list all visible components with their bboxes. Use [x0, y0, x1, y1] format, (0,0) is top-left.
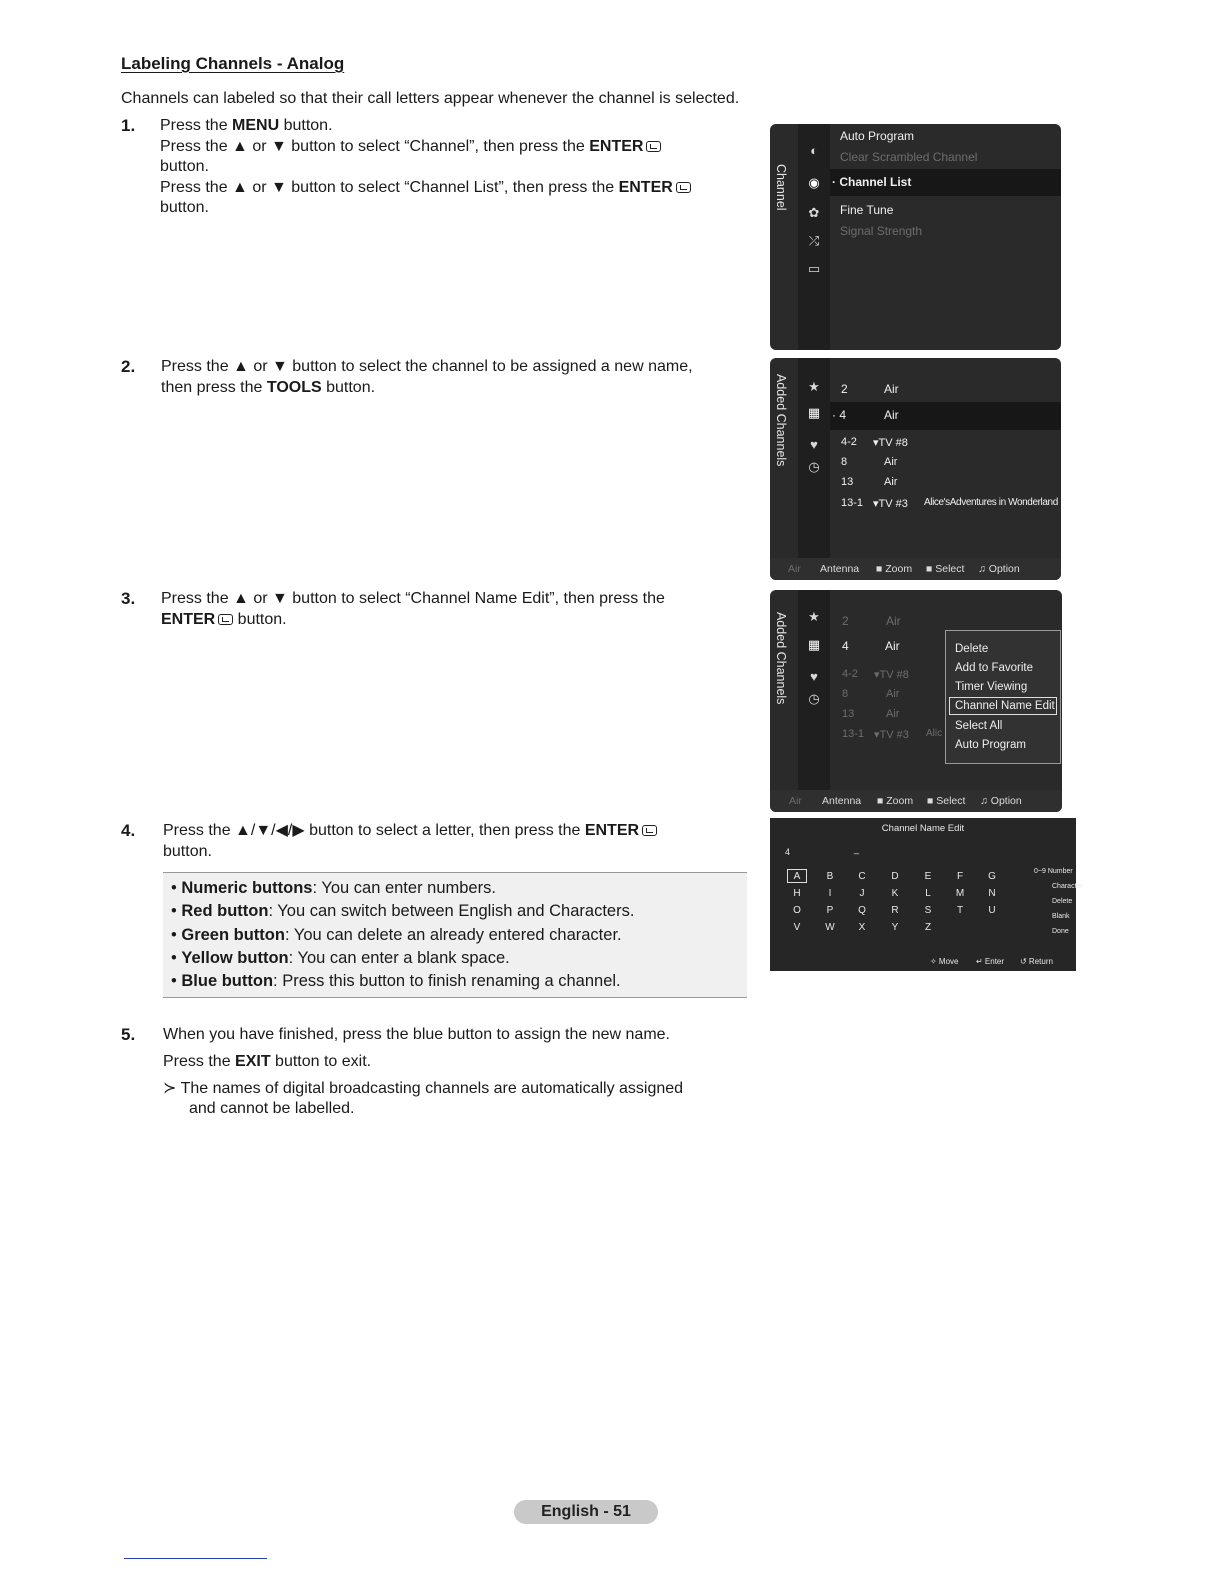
enter-icon	[646, 141, 661, 152]
channel-number[interactable]: 2	[842, 614, 849, 628]
key[interactable]: F	[956, 871, 964, 882]
key[interactable]: Q	[858, 905, 866, 916]
key[interactable]: T	[956, 905, 964, 916]
step-number: 5.	[121, 1025, 136, 1044]
tip-item: • Numeric buttons: You can enter numbers.	[171, 879, 496, 897]
key[interactable]: O	[793, 905, 801, 916]
channel-type: Air	[884, 476, 898, 488]
channel-type: ▾TV #3	[873, 498, 908, 510]
selected-row-highlight	[830, 402, 1061, 430]
footer-rule	[124, 1558, 267, 1559]
edit-cursor: _	[854, 844, 860, 854]
all-channels-icon: ★	[808, 379, 820, 394]
channel-type: Air	[884, 456, 898, 468]
channel-number[interactable]: 13	[842, 708, 855, 720]
channel-name: Alice'sAdventures in Wonderland	[924, 497, 1058, 508]
key[interactable]: M	[955, 888, 965, 899]
menu-item[interactable]: Auto Program	[840, 129, 915, 143]
key[interactable]: C	[858, 871, 866, 882]
channel-type: ▾TV #3	[874, 729, 909, 741]
channel-icon: ◉	[808, 175, 820, 190]
legend-character: Character	[1052, 883, 1083, 890]
channel-number[interactable]: 8	[841, 456, 848, 468]
screen-added-channels	[770, 358, 1061, 580]
key[interactable]: B	[826, 871, 834, 882]
menu-vertical-label: Channel	[774, 164, 788, 211]
tip-box	[163, 872, 747, 998]
popup-item-select-all[interactable]: Select All	[955, 720, 1003, 732]
legend-number: 0~9 Number	[1034, 868, 1073, 875]
key[interactable]: V	[793, 922, 801, 933]
channel-type: Air	[886, 614, 901, 628]
timer-icon: ◷	[808, 691, 820, 706]
tools-popup	[945, 630, 1061, 764]
intro-text: Channels can labeled so that their call letters appear whenever the channel is selected.	[121, 90, 740, 107]
timer-icon: ◷	[808, 459, 820, 474]
edit-channel-number: 4	[785, 847, 791, 857]
key[interactable]: G	[988, 871, 996, 882]
step-number: 4.	[121, 821, 136, 840]
enter-icon	[676, 182, 691, 193]
channel-number[interactable]: 4-2	[842, 668, 858, 680]
screen-tools-menu	[770, 590, 1062, 812]
channel-name: Alic	[926, 728, 943, 739]
channel-number[interactable]: 13-1	[841, 497, 864, 509]
list-vertical-label: Added Channels	[774, 374, 788, 467]
key[interactable]: X	[858, 922, 866, 933]
key[interactable]: K	[891, 888, 899, 899]
screen-channel-name-edit	[770, 818, 1083, 971]
popup-item-timer-viewing[interactable]: Timer Viewing	[955, 681, 1028, 693]
key[interactable]: Z	[924, 922, 932, 933]
menu-item-selected[interactable]: · Channel List	[832, 175, 912, 189]
tip-item: • Yellow button: You can enter a blank space.	[171, 948, 510, 967]
popup-item-channel-name-edit[interactable]: Channel Name Edit	[955, 700, 1055, 712]
key[interactable]: L	[925, 888, 931, 899]
popup-item-add-favorite[interactable]: Add to Favorite	[955, 662, 1033, 674]
key[interactable]: J	[859, 888, 865, 899]
key[interactable]: I	[828, 888, 832, 899]
channel-number[interactable]: 8	[842, 688, 849, 700]
step-number: 3.	[121, 589, 136, 608]
input-icon: ⤮	[808, 233, 820, 248]
added-channels-icon: ▦	[807, 405, 821, 420]
key[interactable]: H	[793, 888, 801, 899]
page-number-badge: English - 51	[514, 1500, 658, 1524]
popup-item-auto-program[interactable]: Auto Program	[955, 739, 1026, 751]
channel-number[interactable]: 13-1	[842, 728, 865, 740]
key[interactable]: E	[924, 871, 932, 882]
page-title: Labeling Channels - Analog	[121, 54, 345, 73]
tip-item: • Green button: You can delete an already entered character.	[171, 925, 622, 944]
key[interactable]: N	[988, 888, 996, 899]
key[interactable]: R	[891, 905, 899, 916]
channel-number[interactable]: 4-2	[841, 436, 857, 448]
footer-move: ✧ Move	[930, 957, 959, 966]
channel-number[interactable]: 4	[842, 639, 849, 653]
legend-blank: Blank	[1052, 913, 1070, 920]
menu-item[interactable]: Fine Tune	[840, 203, 894, 217]
enter-icon	[218, 614, 233, 625]
support-icon: ▭	[807, 261, 821, 276]
key[interactable]: A	[793, 871, 801, 882]
channel-number[interactable]: · 4	[832, 408, 847, 422]
added-channels-icon: ▦	[807, 637, 821, 652]
key[interactable]: D	[891, 871, 899, 882]
channel-type: Air	[886, 688, 900, 700]
channel-type: ▾TV #8	[874, 669, 909, 681]
screen-footer: Air Antenna ■ Zoom ■ Select ♫ Option	[770, 790, 1062, 812]
favorite-icon: ♥	[810, 437, 818, 452]
key[interactable]: Y	[891, 922, 899, 933]
key[interactable]: W	[825, 922, 835, 933]
tip-item: • Blue button: Press this button to finish renaming a channel.	[171, 972, 621, 991]
channel-type: Air	[885, 639, 900, 653]
channel-number[interactable]: 13	[841, 476, 854, 488]
note-line: ≻ The names of digital broadcasting channels are automatically assigned	[163, 1080, 684, 1097]
key[interactable]: U	[988, 905, 996, 916]
enter-icon	[642, 825, 657, 836]
channel-type: Air	[884, 382, 899, 396]
legend-done: Done	[1052, 928, 1069, 935]
all-channels-icon: ★	[808, 609, 820, 624]
list-vertical-label: Added Channels	[774, 612, 788, 705]
popup-item-delete[interactable]: Delete	[955, 643, 989, 655]
menu-item[interactable]: Clear Scrambled Channel	[840, 150, 978, 164]
picture-icon: ◐	[810, 143, 818, 158]
legend-delete: Delete	[1052, 898, 1073, 905]
channel-type: Air	[886, 708, 900, 720]
menu-item[interactable]: Signal Strength	[840, 224, 923, 238]
keyboard-title: Channel Name Edit	[881, 823, 965, 834]
step-number: 2.	[121, 357, 136, 376]
screen-channel-menu	[770, 124, 1061, 350]
key[interactable]: P	[826, 905, 834, 916]
favorite-icon: ♥	[810, 669, 818, 684]
channel-type: Air	[884, 408, 899, 422]
channel-number[interactable]: 2	[841, 382, 848, 396]
note-line: and cannot be labelled.	[189, 1100, 355, 1117]
key[interactable]: S	[924, 905, 932, 916]
footer-enter: ↵ Enter	[976, 957, 1005, 966]
screen-footer: Air Antenna ■ Zoom ■ Select ♫ Option	[770, 558, 1061, 580]
step-number: 1.	[121, 116, 136, 135]
tip-item: • Red button: You can switch between English and Characters.	[171, 902, 635, 921]
footer-return: ↺ Return	[1020, 957, 1053, 966]
channel-type: ▾TV #8	[873, 437, 908, 449]
setup-icon: ✿	[808, 205, 820, 220]
